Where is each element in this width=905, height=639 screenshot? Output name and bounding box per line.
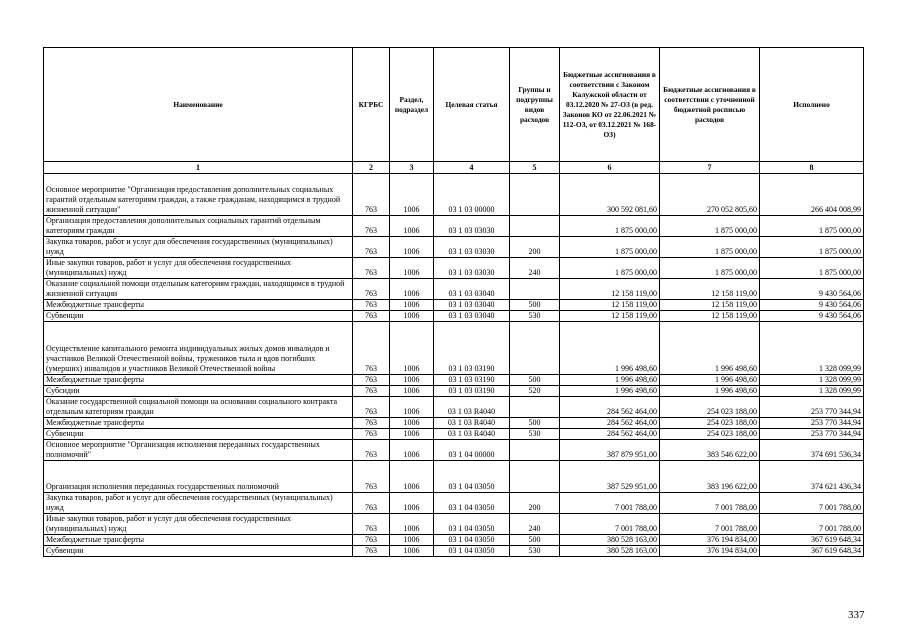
- row-name: Организация предоставления дополнительных социальных гарантий отдельным категориям граждан: [44, 216, 353, 237]
- row-expense-group: 200: [510, 493, 560, 514]
- column-number: 8: [760, 162, 864, 174]
- row-law-allocation: 284 562 464,00: [560, 397, 660, 418]
- row-kgrbs: 763: [353, 440, 390, 461]
- row-target-article: 03 1 04 03050: [434, 461, 510, 493]
- row-expense-group: [510, 461, 560, 493]
- row-kgrbs: 763: [353, 375, 390, 386]
- row-section: 1006: [390, 279, 434, 300]
- row-executed: 9 430 564,06: [760, 311, 864, 322]
- row-law-allocation: 12 158 119,00: [560, 279, 660, 300]
- row-executed: 1 328 099,99: [760, 375, 864, 386]
- row-expense-group: 500: [510, 300, 560, 311]
- row-budget-schedule: 383 196 622,00: [660, 461, 760, 493]
- row-target-article: 03 1 03 03030: [434, 237, 510, 258]
- column-number: 4: [434, 162, 510, 174]
- row-section: 1006: [390, 493, 434, 514]
- column-number: 6: [560, 162, 660, 174]
- row-name: Оказание социальной помощи отдельным категориям граждан, находящимся в трудной жизненной ситуации: [44, 279, 353, 300]
- row-kgrbs: 763: [353, 461, 390, 493]
- row-law-allocation: 380 528 163,00: [560, 535, 660, 546]
- row-name: Субвенции: [44, 429, 353, 440]
- row-expense-group: [510, 440, 560, 461]
- row-law-allocation: 1 875 000,00: [560, 237, 660, 258]
- row-executed: 374 691 536,34: [760, 440, 864, 461]
- row-name: Межбюджетные трансферты: [44, 300, 353, 311]
- row-executed: 1 875 000,00: [760, 216, 864, 237]
- table-row: [44, 375, 864, 386]
- row-expense-group: 500: [510, 535, 560, 546]
- row-executed: 9 430 564,06: [760, 279, 864, 300]
- row-name: Закупка товаров, работ и услуг для обеспечения государственных (муниципальных) нужд: [44, 237, 353, 258]
- row-section: 1006: [390, 375, 434, 386]
- header-expense-groups: Группы и подгруппы видов расходов: [510, 48, 560, 162]
- row-kgrbs: 763: [353, 279, 390, 300]
- row-kgrbs: 763: [353, 514, 390, 535]
- header-budget-schedule: Бюджетные ассигнования в соответствии с уточненной бюджетной росписью расходов: [660, 48, 760, 162]
- row-expense-group: 500: [510, 375, 560, 386]
- row-target-article: 03 1 03 R4040: [434, 418, 510, 429]
- table-row: [44, 386, 864, 397]
- row-expense-group: 530: [510, 546, 560, 557]
- table-row: [44, 279, 864, 300]
- table-row: [44, 237, 864, 258]
- row-expense-group: 200: [510, 237, 560, 258]
- row-budget-schedule: 1 996 498,60: [660, 322, 760, 375]
- table-row: [44, 546, 864, 557]
- row-name: Межбюджетные трансферты: [44, 375, 353, 386]
- row-section: 1006: [390, 461, 434, 493]
- row-target-article: 03 1 03 R4040: [434, 429, 510, 440]
- row-law-allocation: 380 528 163,00: [560, 546, 660, 557]
- row-section: 1006: [390, 300, 434, 311]
- row-law-allocation: 12 158 119,00: [560, 300, 660, 311]
- row-executed: 1 328 099,99: [760, 386, 864, 397]
- row-executed: 253 770 344,94: [760, 418, 864, 429]
- row-law-allocation: 7 001 788,00: [560, 514, 660, 535]
- row-kgrbs: 763: [353, 237, 390, 258]
- row-expense-group: [510, 216, 560, 237]
- row-kgrbs: 763: [353, 493, 390, 514]
- row-target-article: 03 1 03 03040: [434, 279, 510, 300]
- row-target-article: 03 1 03 03190: [434, 322, 510, 375]
- row-expense-group: 530: [510, 429, 560, 440]
- row-expense-group: [510, 174, 560, 216]
- row-executed: 253 770 344,94: [760, 429, 864, 440]
- row-name: Основное мероприятие "Организация исполнения переданных государственных полномочий": [44, 440, 353, 461]
- row-target-article: 03 1 03 00000: [434, 174, 510, 216]
- row-kgrbs: 763: [353, 535, 390, 546]
- row-budget-schedule: 270 052 805,60: [660, 174, 760, 216]
- row-executed: 253 770 344,94: [760, 397, 864, 418]
- row-budget-schedule: 1 875 000,00: [660, 237, 760, 258]
- row-section: 1006: [390, 429, 434, 440]
- row-law-allocation: 12 158 119,00: [560, 311, 660, 322]
- row-section: 1006: [390, 514, 434, 535]
- table-row: [44, 418, 864, 429]
- row-executed: 7 001 788,00: [760, 514, 864, 535]
- row-expense-group: 240: [510, 514, 560, 535]
- row-expense-group: 240: [510, 258, 560, 279]
- table-row: [44, 300, 864, 311]
- row-section: 1006: [390, 386, 434, 397]
- row-target-article: 03 1 04 03050: [434, 514, 510, 535]
- row-executed: 7 001 788,00: [760, 493, 864, 514]
- row-target-article: 03 1 03 03030: [434, 258, 510, 279]
- row-expense-group: 500: [510, 418, 560, 429]
- header-target-article: Целевая статья: [434, 48, 510, 162]
- row-section: 1006: [390, 397, 434, 418]
- budget-table: [43, 47, 864, 557]
- row-section: 1006: [390, 174, 434, 216]
- row-name: Иные закупки товаров, работ и услуг для обеспечения государственных (муниципальных) нужд: [44, 514, 353, 535]
- page-number: 337: [848, 609, 865, 621]
- row-target-article: 03 1 04 03050: [434, 493, 510, 514]
- row-law-allocation: 1 996 498,60: [560, 322, 660, 375]
- row-kgrbs: 763: [353, 258, 390, 279]
- header-executed: Исполнено: [760, 48, 864, 162]
- row-budget-schedule: 254 023 188,00: [660, 429, 760, 440]
- table-row: [44, 174, 864, 216]
- row-budget-schedule: 12 158 119,00: [660, 279, 760, 300]
- row-kgrbs: 763: [353, 397, 390, 418]
- row-section: 1006: [390, 216, 434, 237]
- row-expense-group: 530: [510, 311, 560, 322]
- row-budget-schedule: 376 194 834,00: [660, 535, 760, 546]
- row-target-article: 03 1 03 03030: [434, 216, 510, 237]
- row-name: Оказание государственной социальной помощи на основании социального контракта отдельным категориям граждан: [44, 397, 353, 418]
- row-budget-schedule: 12 158 119,00: [660, 300, 760, 311]
- row-budget-schedule: 1 996 498,60: [660, 386, 760, 397]
- row-law-allocation: 7 001 788,00: [560, 493, 660, 514]
- row-expense-group: 520: [510, 386, 560, 397]
- row-target-article: 03 1 03 03040: [434, 300, 510, 311]
- row-name: Межбюджетные трансферты: [44, 418, 353, 429]
- table-row: [44, 493, 864, 514]
- row-executed: 1 875 000,00: [760, 258, 864, 279]
- table-row: [44, 397, 864, 418]
- row-section: 1006: [390, 311, 434, 322]
- row-target-article: 03 1 03 R4040: [434, 397, 510, 418]
- row-kgrbs: 763: [353, 216, 390, 237]
- row-executed: 9 430 564,06: [760, 300, 864, 311]
- header-name: Наименование: [44, 48, 353, 162]
- row-budget-schedule: 254 023 188,00: [660, 418, 760, 429]
- row-executed: 367 619 648,34: [760, 546, 864, 557]
- row-law-allocation: 1 996 498,60: [560, 386, 660, 397]
- row-expense-group: [510, 322, 560, 375]
- row-expense-group: [510, 397, 560, 418]
- row-section: 1006: [390, 418, 434, 429]
- row-budget-schedule: 376 194 834,00: [660, 546, 760, 557]
- row-budget-schedule: 1 875 000,00: [660, 216, 760, 237]
- row-law-allocation: 1 996 498,60: [560, 375, 660, 386]
- table-row: [44, 311, 864, 322]
- row-expense-group: [510, 279, 560, 300]
- row-section: 1006: [390, 440, 434, 461]
- column-number: 5: [510, 162, 560, 174]
- row-target-article: 03 1 03 03040: [434, 311, 510, 322]
- row-section: 1006: [390, 237, 434, 258]
- row-executed: 266 404 008,99: [760, 174, 864, 216]
- row-kgrbs: 763: [353, 174, 390, 216]
- table-body: [44, 174, 864, 557]
- row-target-article: 03 1 03 03190: [434, 386, 510, 397]
- row-target-article: 03 1 03 03190: [434, 375, 510, 386]
- row-name: Субсидии: [44, 386, 353, 397]
- header-section: Раздел, подраздел: [390, 48, 434, 162]
- row-name: Иные закупки товаров, работ и услуг для обеспечения государственных (муниципальных) нужд: [44, 258, 353, 279]
- row-budget-schedule: 383 546 622,00: [660, 440, 760, 461]
- column-number: 2: [353, 162, 390, 174]
- table-row: [44, 429, 864, 440]
- row-executed: 367 619 648,34: [760, 535, 864, 546]
- row-law-allocation: 1 875 000,00: [560, 216, 660, 237]
- table-row: [44, 216, 864, 237]
- row-name: Основное мероприятие "Организация предоставления дополнительных социальных гарантий отдельным категориям граждан, а также гражданам, находящимся в трудной жизненной ситуации": [44, 174, 353, 216]
- table-row: [44, 322, 864, 375]
- row-kgrbs: 763: [353, 546, 390, 557]
- column-number-row: [44, 162, 864, 174]
- row-law-allocation: 284 562 464,00: [560, 429, 660, 440]
- row-executed: 374 621 436,34: [760, 461, 864, 493]
- column-number: 3: [390, 162, 434, 174]
- row-law-allocation: 300 592 081,60: [560, 174, 660, 216]
- row-name: Организация исполнения переданных государственных полномочий: [44, 461, 353, 493]
- row-section: 1006: [390, 535, 434, 546]
- row-target-article: 03 1 04 03050: [434, 546, 510, 557]
- row-kgrbs: 763: [353, 418, 390, 429]
- row-executed: 1 875 000,00: [760, 237, 864, 258]
- row-target-article: 03 1 04 00000: [434, 440, 510, 461]
- row-name: Субвенции: [44, 546, 353, 557]
- row-target-article: 03 1 04 03050: [434, 535, 510, 546]
- row-law-allocation: 1 875 000,00: [560, 258, 660, 279]
- row-law-allocation: 387 879 951,00: [560, 440, 660, 461]
- table-row: [44, 514, 864, 535]
- row-kgrbs: 763: [353, 300, 390, 311]
- row-budget-schedule: 12 158 119,00: [660, 311, 760, 322]
- table-row: [44, 440, 864, 461]
- header-row: [44, 48, 864, 162]
- row-law-allocation: 284 562 464,00: [560, 418, 660, 429]
- row-kgrbs: 763: [353, 311, 390, 322]
- header-kgrbs: КГРБС: [353, 48, 390, 162]
- row-kgrbs: 763: [353, 322, 390, 375]
- row-name: Закупка товаров, работ и услуг для обеспечения государственных (муниципальных) нужд: [44, 493, 353, 514]
- header-law-allocations: Бюджетные ассигнования в соответствии с Законом Калужской области от 03.12.2020 № 27-ОЗ (в ред. Законов КО от 22.06.2021 № 112-ОЗ, от 03.12.2021 № 168-ОЗ): [560, 48, 660, 162]
- table-row: [44, 258, 864, 279]
- row-executed: 1 328 099,99: [760, 322, 864, 375]
- row-name: Осуществление капитального ремонта индивидуальных жилых домов инвалидов и участников Великой Отечественной войны, тружеников тыла и вдов погибших (умерших) инвалидов и участников Великой Отечественной войны: [44, 322, 353, 375]
- row-budget-schedule: 1 996 498,60: [660, 375, 760, 386]
- row-section: 1006: [390, 322, 434, 375]
- row-kgrbs: 763: [353, 386, 390, 397]
- row-name: Межбюджетные трансферты: [44, 535, 353, 546]
- column-number: 7: [660, 162, 760, 174]
- table-row: [44, 535, 864, 546]
- row-section: 1006: [390, 546, 434, 557]
- row-law-allocation: 387 529 951,00: [560, 461, 660, 493]
- row-budget-schedule: 7 001 788,00: [660, 514, 760, 535]
- table-row: [44, 461, 864, 493]
- row-kgrbs: 763: [353, 429, 390, 440]
- row-budget-schedule: 254 023 188,00: [660, 397, 760, 418]
- column-number: 1: [44, 162, 353, 174]
- row-section: 1006: [390, 258, 434, 279]
- row-name: Субвенции: [44, 311, 353, 322]
- row-budget-schedule: 7 001 788,00: [660, 493, 760, 514]
- row-budget-schedule: 1 875 000,00: [660, 258, 760, 279]
